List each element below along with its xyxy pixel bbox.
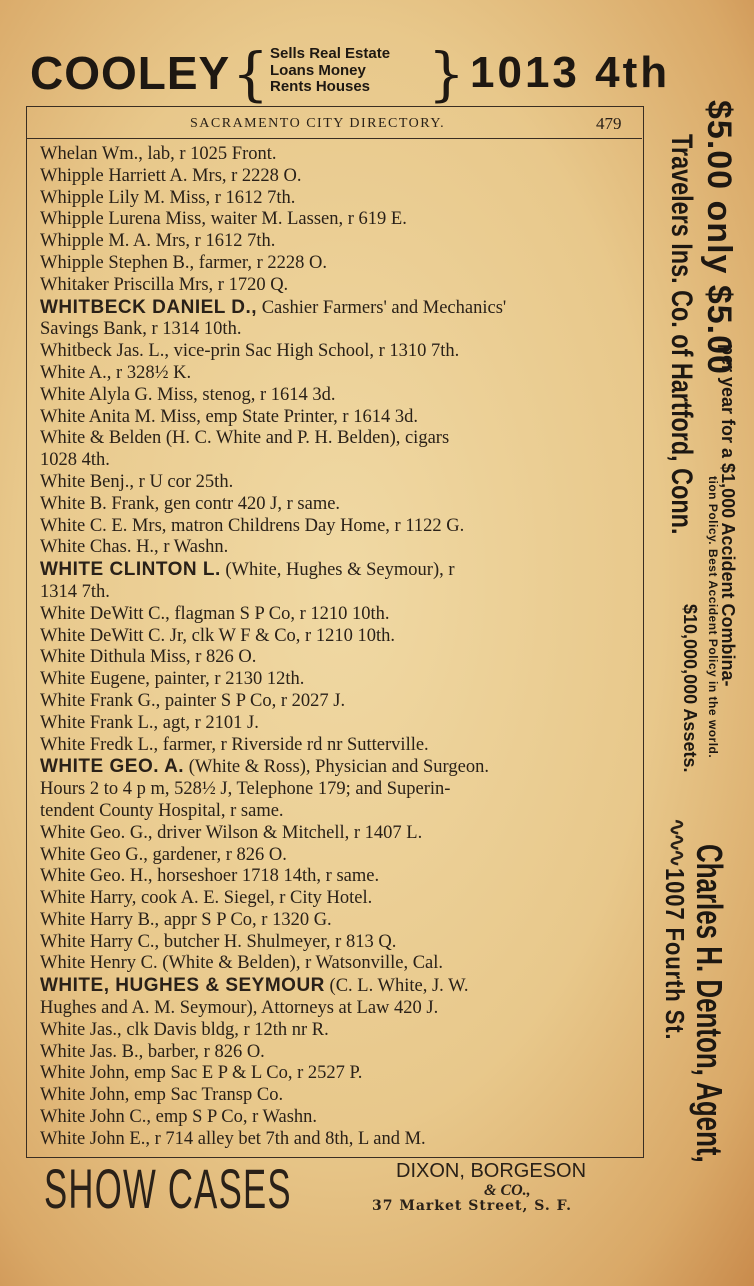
entry-name: WHITE CLINTON L.	[40, 559, 221, 581]
entry-text: farmer, r Riverside rd nr Sutterville.	[158, 734, 429, 755]
entry-name: White A.,	[40, 362, 112, 383]
entry-continuation: 1028 4th.	[40, 450, 110, 471]
entry-continuation: Hughes and A. M. Seymour), Attorneys at Law 420 J.	[40, 998, 439, 1019]
directory-entry	[40, 866, 640, 888]
ad-cooley-name: COOLEY	[30, 47, 231, 99]
entry-text: Miss, waiter M. Lassen, r 619 E.	[160, 209, 407, 230]
entry-text: emp S P Co, r Washn.	[151, 1107, 318, 1128]
top-advertisement	[28, 40, 688, 108]
entry-text: Mrs, r 1720 Q.	[174, 274, 289, 295]
entry-text: (White & Belden), r Watsonville, Cal.	[157, 953, 444, 974]
entry-continuation: tendent County Hospital, r same.	[40, 800, 284, 821]
directory-entries	[40, 144, 640, 1151]
directory-entry	[40, 166, 640, 188]
entry-text: emp Sac Transp Co.	[129, 1085, 284, 1106]
entry-name: White Eugene,	[40, 669, 150, 690]
directory-entry	[40, 647, 640, 669]
entry-text: butcher H. Shulmeyer, r 813 Q.	[159, 931, 397, 952]
entry-text: horseshoer 1718 14th, r same.	[152, 866, 380, 887]
left-brace: {	[232, 40, 269, 108]
entry-name: WHITE, HUGHES & SEYMOUR	[40, 975, 325, 997]
entry-text: gen contr 420 J, r same.	[159, 493, 341, 514]
entry-text: r U cor 25th.	[134, 471, 234, 492]
directory-entry	[40, 363, 640, 385]
directory-entry	[40, 691, 640, 713]
entry-name: White Benj.,	[40, 471, 135, 492]
bottom-advertisement	[40, 1156, 650, 1226]
entry-name: White DeWitt C.,	[40, 603, 170, 624]
entry-name: White John C.,	[40, 1107, 151, 1128]
directory-entry	[40, 604, 640, 626]
directory-entry	[40, 953, 640, 975]
ad-per-year: per year for a $1,000 Accident Combina-	[718, 344, 738, 687]
directory-entry	[40, 188, 640, 210]
entry-text: clk W F & Co, r 1210 10th.	[187, 625, 395, 646]
directory-entry	[40, 975, 640, 1020]
entry-name: White Harry C.,	[40, 931, 160, 952]
ad-services	[270, 46, 430, 96]
entry-text: cook A. E. Siegel, r City Hotel.	[136, 888, 373, 909]
entry-text: farmer, r 2228 O.	[194, 252, 327, 273]
directory-entry	[40, 472, 640, 494]
header-rule	[26, 138, 642, 139]
entry-name: Whipple Lurena	[40, 209, 161, 230]
entry-text: vice-prin Sac High School, r 1310 7th.	[168, 341, 460, 362]
entry-name: Whipple M. A.	[40, 231, 151, 252]
entry-name: Whelan Wm.,	[40, 144, 143, 164]
directory-entry	[40, 144, 640, 166]
entry-name: White Frank G.,	[40, 690, 161, 711]
entry-text: Mrs, r 2228 O.	[187, 165, 302, 186]
right-advertisement	[650, 96, 750, 1206]
entry-text: (White & Ross), Physician and Surgeon.	[184, 757, 489, 778]
right-brace: }	[428, 40, 465, 108]
entry-name: Whipple Lily M.	[40, 187, 165, 208]
entry-name: Whitaker Priscilla	[40, 274, 175, 295]
entry-name: White Fredk L.,	[40, 734, 159, 755]
directory-entry	[40, 823, 640, 845]
ad-firm-name: DIXON, BORGESON	[396, 1160, 587, 1182]
ad-service-line: Rents Houses	[270, 78, 371, 95]
entry-text: lab, r 1025 Front.	[142, 144, 277, 164]
directory-entry	[40, 1129, 640, 1151]
directory-entry	[40, 932, 640, 954]
entry-text: painter, r 2130 12th.	[149, 669, 305, 690]
entry-name: White Chas. H.,	[40, 537, 159, 558]
ad-firm-co: & CO.,	[484, 1182, 531, 1199]
entry-name: White John,	[40, 1085, 130, 1106]
entry-continuation: Hours 2 to 4 p m, 528½ J, Telephone 179; and Superin-	[40, 779, 451, 800]
entry-name: White Henry C.	[40, 953, 158, 974]
directory-entry	[40, 1042, 640, 1064]
entry-text: gardener, r 826 O.	[147, 844, 287, 865]
entry-text: agt, r 2101 J.	[158, 712, 259, 733]
directory-entry	[40, 253, 640, 275]
entry-name: White DeWitt C. Jr,	[40, 625, 187, 646]
entry-name: White Alyla G.	[40, 384, 153, 405]
ad-policy-line: tion Policy. Best Accident Policy in the world.	[706, 476, 720, 759]
directory-entry	[40, 341, 640, 363]
entry-text: (White, Hughes & Seymour), r	[220, 560, 455, 581]
entry-text: (H. C. White and P. H. Belden), cigars	[161, 428, 450, 449]
entry-name: White John E.,	[40, 1128, 150, 1149]
entry-text: (C. L. White, J. W.	[324, 976, 469, 997]
ad-assets: $10,000,000 Assets.	[680, 604, 700, 773]
entry-name: Whipple Harriett A.	[40, 165, 188, 186]
directory-entry	[40, 713, 640, 735]
entry-text: painter S P Co, r 2027 J.	[160, 690, 346, 711]
directory-entry	[40, 910, 640, 932]
ad-company: Travelers Ins. Co. of Hartford, Conn.	[665, 134, 698, 535]
ad-service-line: Sells Real Estate	[270, 45, 391, 62]
entry-text: Mrs, r 1612 7th.	[151, 231, 276, 252]
entry-name: White Harry,	[40, 888, 137, 909]
entry-continuation: Savings Bank, r 1314 10th.	[40, 319, 242, 340]
entry-continuation: 1314 7th.	[40, 581, 110, 602]
directory-entry	[40, 407, 640, 429]
entry-name: White Dithula	[40, 647, 146, 668]
directory-entry	[40, 516, 640, 538]
entry-text: Miss, r 826 O.	[145, 647, 257, 668]
entry-name: White Geo. G.,	[40, 822, 153, 843]
ad-service-line: Loans Money	[270, 61, 366, 79]
directory-entry	[40, 845, 640, 867]
entry-text: Mrs, matron Childrens Day Home, r 1122 G.	[127, 515, 465, 536]
directory-entry	[40, 275, 640, 297]
ad-agent: Charles H. Denton, Agent,	[689, 844, 730, 1163]
directory-entry	[40, 756, 640, 822]
ornament-icon: ∿∿∿	[665, 818, 690, 865]
ad-agent-address: 1007 Fourth St.	[660, 868, 690, 1041]
entry-text: Miss, r 1612 7th.	[164, 187, 296, 208]
ad-cooley-address: 1013 4th	[470, 48, 671, 97]
directory-entry	[40, 1020, 640, 1042]
entry-name: White B. Frank,	[40, 493, 160, 514]
directory-entry	[40, 888, 640, 910]
entry-name: White Anita M.	[40, 406, 156, 427]
entry-text: flagman S P Co, r 1210 10th.	[169, 603, 390, 624]
entry-name: White Jas.,	[40, 1019, 122, 1040]
directory-entry	[40, 494, 640, 516]
directory-entry	[40, 669, 640, 691]
entry-text: Miss, emp State Printer, r 1614 3d.	[155, 406, 418, 427]
entry-name: Whitbeck Jas. L.,	[40, 341, 169, 362]
running-head: SACRAMENTO CITY DIRECTORY.	[190, 116, 446, 131]
entry-name: White Harry B.,	[40, 909, 160, 930]
directory-entry	[40, 559, 640, 604]
entry-text: driver Wilson & Mitchell, r 1407 L.	[152, 822, 423, 843]
entry-name: White Frank L.,	[40, 712, 159, 733]
entry-text: appr S P Co, r 1320 G.	[159, 909, 332, 930]
entry-name: Whipple Stephen B.,	[40, 252, 195, 273]
entry-name: White John,	[40, 1063, 130, 1084]
ad-price-line: $5.00 only $5.00	[700, 100, 738, 375]
directory-entry	[40, 297, 640, 342]
entry-text: clk Davis bldg, r 12th nr R.	[121, 1019, 329, 1040]
entry-text: r Washn.	[158, 537, 229, 558]
entry-text: Miss, stenog, r 1614 3d.	[152, 384, 336, 405]
entry-text: Cashier Farmers' and Mechanics'	[257, 297, 507, 318]
entry-name: WHITBECK DANIEL D.,	[40, 296, 258, 318]
entry-text: emp Sac E P & L Co, r 2527 P.	[129, 1063, 363, 1084]
entry-name: WHITE GEO. A.	[40, 756, 185, 778]
entry-text: r 328½ K.	[111, 362, 192, 383]
page-number: 479	[596, 114, 622, 133]
ad-show-cases: SHOW CASES	[44, 1157, 292, 1220]
directory-entry	[40, 1063, 640, 1085]
entry-name: White Geo. H.,	[40, 866, 153, 887]
directory-entry	[40, 626, 640, 648]
directory-entry	[40, 231, 640, 253]
directory-entry	[40, 537, 640, 559]
directory-entry	[40, 1085, 640, 1107]
entry-name: White C. E.	[40, 515, 128, 536]
entry-name: White Geo G.,	[40, 844, 148, 865]
ad-firm-address: 37 Market Street, S. F.	[372, 1198, 572, 1214]
directory-entry	[40, 385, 640, 407]
entry-name: White Jas. B.,	[40, 1041, 144, 1062]
entry-text: r 714 alley bet 7th and 8th, L and M.	[149, 1128, 426, 1149]
entry-name: White & Belden	[40, 428, 162, 449]
directory-entry	[40, 209, 640, 231]
entry-text: barber, r 826 O.	[143, 1041, 265, 1062]
directory-entry	[40, 428, 640, 472]
directory-entry	[40, 735, 640, 757]
directory-entry	[40, 1107, 640, 1129]
